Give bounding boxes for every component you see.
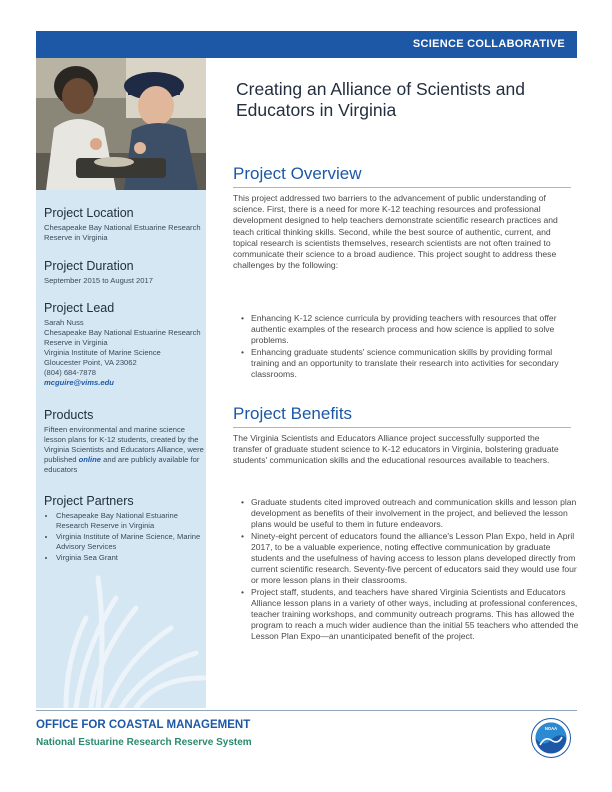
project-location-text: Chesapeake Bay National Estuarine Research Reserve in Virginia [44,223,201,242]
list-item: • Graduate students cited improved outreach and communication skills and lesson plan development as benefits of their involvement in the project, and believed the lesson plans would be useful to them in future endeavors. [243,497,581,531]
products-online-link[interactable]: online [78,455,101,464]
project-duration-text: September 2015 to August 2017 [44,276,153,285]
noaa-logo-icon [531,718,571,758]
lead-address: Gloucester Point, VA 23062 [44,358,137,367]
marsh-grass-graphic [36,538,206,708]
banner-label: SCIENCE COLLABORATIVE [412,38,565,50]
list-item: • Enhancing graduate students' science communication skills by providing formal training and an opportunity to translate their research into activities for secondary classrooms. [243,347,581,381]
sidebar [36,58,206,708]
lead-org-reserve: Chesapeake Bay National Estuarine Research Reserve in Virginia [44,328,201,347]
project-lead [44,301,204,388]
overview-divider [233,187,571,188]
project-location [44,206,204,243]
list-item: • Ninety-eight percent of educators found the alliance's Lesson Plan Expo, held in April 2017, to be a valuable experience, noting effective communication by graduate students and the usefulness of having access to lesson plans developed directly from current scientific research. Seventy-five percent of educators said they would use four or more lesson plans in their classrooms. [243,531,581,587]
footer-divider [36,710,577,711]
project-lead-heading: Project Lead [44,301,115,315]
partner-item: • Virginia Institute of Marine Science, Marine Advisory Services [56,532,204,552]
lead-email-link[interactable]: mcguire@vims.edu [44,378,114,387]
benefits-heading: Project Benefits [233,404,353,423]
lead-name: Sarah Nuss [44,318,84,327]
benefits-divider [233,427,571,428]
project-partners-heading: Project Partners [44,494,134,508]
overview-paragraph: This project addressed two barriers to the advancement of public understanding of science. First, there is a need for more K-12 teaching resources and professional development designed to help teachers demonstrate scientific research practices and teach critical thinking skills. Second, while the best source of authentic, current, and topical research is scientists themselves, research scientists are not often trained to communicate their science to a broad audience. This project sought to address these challenges by the following: [233,193,558,271]
products-heading: Products [44,408,94,422]
project-location-heading: Project Location [44,206,134,220]
partner-item: • Virginia Sea Grant [56,553,204,563]
project-duration [44,259,204,286]
products-text [44,425,204,475]
products-text-before: Fifteen environmental and marine science lesson plans for K-12 students, created by the Virginia Scientists and Educators Alliance, were published [44,425,204,464]
products [44,408,204,475]
project-duration-heading: Project Duration [44,259,134,273]
header-photo [36,58,206,190]
overview-bullets [233,313,581,380]
lead-phone: (804) 684-7878 [44,368,96,377]
header-banner [36,31,577,58]
overview-heading: Project Overview [233,164,362,183]
list-item: • Project staff, students, and teachers have shared Virginia Scientists and Educators Alliance lesson plans in a variety of other ways, including at professional conferences, teacher training workshops, and community outreach programs. This has allowed the program to reach a much wider audience than the initial 55 teachers who attended the Lesson Plan Expo—an unanticipated benefit of the project. [243,587,581,643]
benefits-paragraph: The Virginia Scientists and Educators Alliance project successfully supported the transfer of graduate student science to K-12 educators in Virginia, bolstering graduate students' communication skills and the educational resources available to teachers. [233,433,559,466]
products-text-after: and are publicly available for educators [44,455,200,474]
list-item: • Enhancing K-12 science curricula by providing teachers with resources that offer authentic examples of the research process and how science is applied to solve problems. [243,313,581,347]
noaa-logo-text: NOAA [544,726,558,731]
page-title: Creating an Alliance of Scientists and Educators in Virginia [236,79,525,120]
system-name: National Estuarine Research Reserve System [36,737,252,748]
office-name: OFFICE FOR COASTAL MANAGEMENT [36,719,251,731]
benefits-bullets [233,497,581,643]
partner-item: • Chesapeake Bay National Estuarine Research Reserve in Virginia [56,511,204,531]
lead-org-vims: Virginia Institute of Marine Science [44,348,161,357]
